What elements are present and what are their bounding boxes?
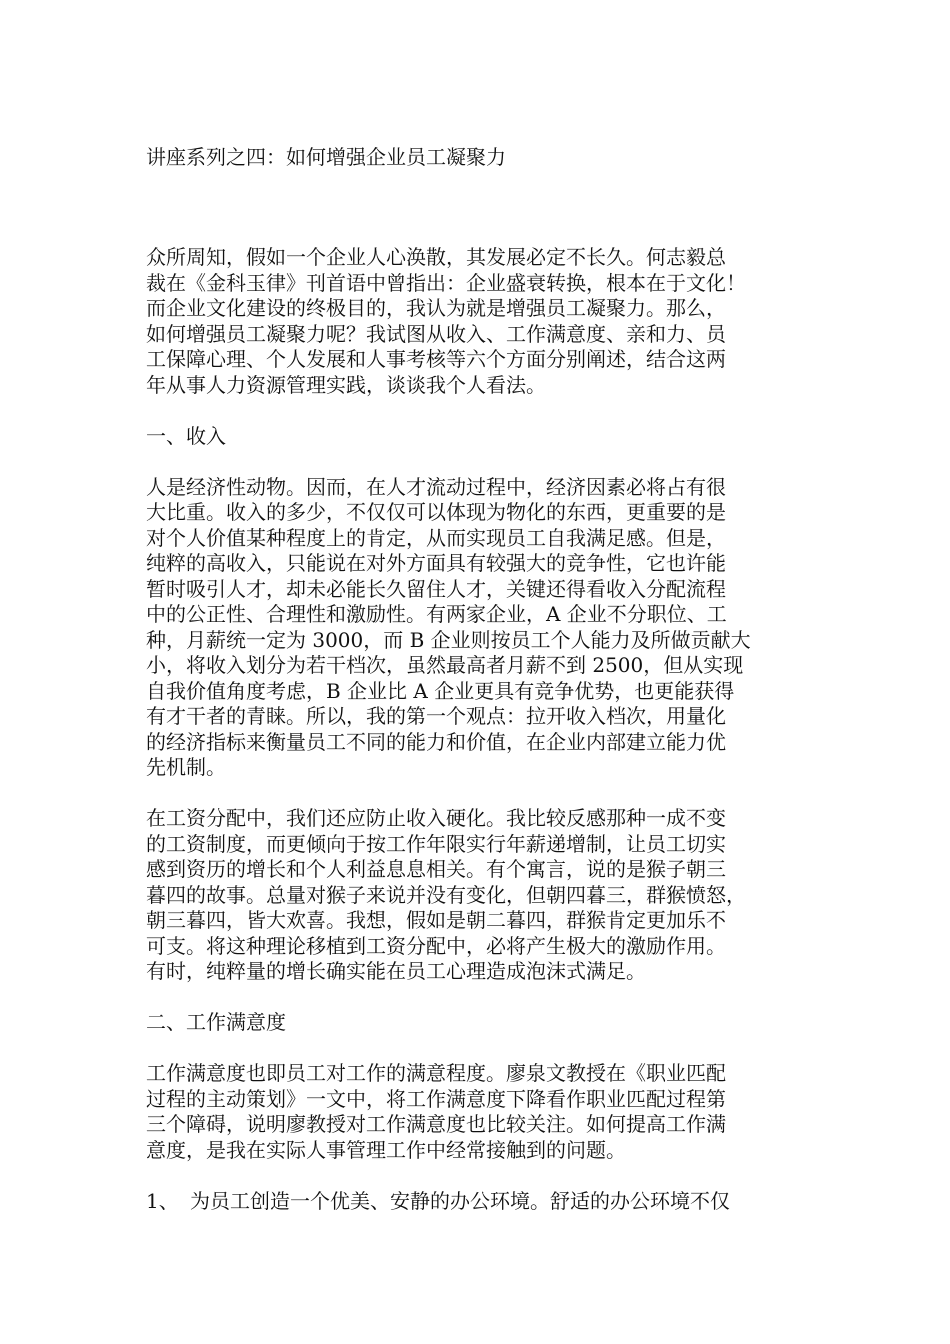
paragraph-line: 可支。将这种理论移植到工资分配中，必将产生极大的激励作用。 — [146, 933, 726, 958]
paragraph-line: 朝三暮四，皆大欢喜。我想，假如是朝二暮四，群猴肯定更加乐不 — [146, 908, 726, 932]
paragraph-line: 的工资制度，而更倾向于按工作年限实行年薪递增制，让员工切实 — [146, 831, 726, 856]
paragraph-line: 小，将收入划分为若干档次，虽然最高者月薪不到 2500，但从实现 — [146, 653, 744, 677]
section-heading-job-satisfaction: 二、工作满意度 — [146, 1010, 286, 1034]
list-item-text: 为员工创造一个优美、安静的办公环境。舒适的办公环境不仅 — [190, 1188, 730, 1213]
paragraph-line: 工作满意度也即员工对工作的满意程度。廖泉文教授在《职业匹配 — [146, 1061, 726, 1085]
paragraph-line: 对个人价值某种程度上的肯定，从而实现员工自我满足感。但是， — [146, 525, 726, 550]
intro-line: 众所周知，假如一个企业人心涣散，其发展必定不长久。何志毅总 — [146, 245, 726, 269]
section-heading-income: 一、收入 — [146, 423, 226, 448]
income-paragraph-1 — [146, 475, 836, 781]
paragraph-line: 暂时吸引人才，却未必能长久留住人才，关键还得看收入分配流程 — [146, 576, 726, 601]
intro-paragraph — [146, 245, 836, 398]
intro-line: 年从事人力资源管理实践，谈谈我个人看法。 — [146, 372, 546, 397]
intro-line: 裁在《金科玉律》刊首语中曾指出：企业盛衰转换，根本在于文化！ — [146, 270, 746, 295]
intro-line: 工保障心理、个人发展和人事考核等六个方面分别阐述，结合这两 — [146, 347, 726, 371]
paragraph-line: 先机制。 — [146, 755, 226, 779]
paragraph-line: 三个障碍，说明廖教授对工作满意度也比较关注。如何提高工作满 — [146, 1112, 726, 1136]
paragraph-line: 意度，是我在实际人事管理工作中经常接触到的问题。 — [146, 1137, 626, 1162]
paragraph-line: 中的公正性、合理性和激励性。有两家企业，A 企业不分职位、工 — [146, 602, 727, 626]
intro-line: 如何增强员工凝聚力呢？我试图从收入、工作满意度、亲和力、员 — [146, 321, 726, 346]
paragraph-line: 有时，纯粹量的增长确实能在员工心理造成泡沫式满足。 — [146, 959, 646, 983]
paragraph-line: 人是经济性动物。因而，在人才流动过程中，经济因素必将占有很 — [146, 474, 726, 499]
paragraph-line: 自我价值角度考虑，B 企业比 A 企业更具有竞争优势，也更能获得 — [146, 678, 735, 703]
intro-line: 而企业文化建设的终极目的，我认为就是增强员工凝聚力。那么， — [146, 296, 726, 320]
income-paragraph-2 — [146, 806, 836, 985]
paragraph-line: 种，月薪统一定为 3000，而 B 企业则按员工个人能力及所做贡献大 — [146, 627, 751, 652]
paragraph-line: 感到资历的增长和个人利益息息相关。有个寓言，说的是猴子朝三 — [146, 857, 726, 881]
satisfaction-paragraph-1 — [146, 1061, 836, 1163]
paragraph-line: 的经济指标来衡量员工不同的能力和价值，在企业内部建立能力优 — [146, 729, 726, 754]
paragraph-line: 过程的主动策划》一文中，将工作满意度下降看作职业匹配过程第 — [146, 1086, 726, 1111]
paragraph-line: 在工资分配中，我们还应防止收入硬化。我比较反感那种一成不变 — [146, 806, 726, 830]
paragraph-line: 纯粹的高收入，只能说在对外方面具有较强大的竞争性，它也许能 — [146, 551, 726, 575]
list-item — [146, 1189, 836, 1215]
paragraph-line: 暮四的故事。总量对猴子来说并没有变化，但朝四暮三，群猴愤怒， — [146, 882, 746, 907]
document-title: 讲座系列之四：如何增强企业员工凝聚力 — [146, 145, 506, 169]
paragraph-line: 有才干者的青睐。所以，我的第一个观点：拉开收入档次，用量化 — [146, 704, 726, 728]
list-item-number: 1、 — [146, 1188, 179, 1213]
document-body — [146, 245, 836, 1214]
paragraph-line: 大比重。收入的多少，不仅仅可以体现为物化的东西，更重要的是 — [146, 500, 726, 524]
